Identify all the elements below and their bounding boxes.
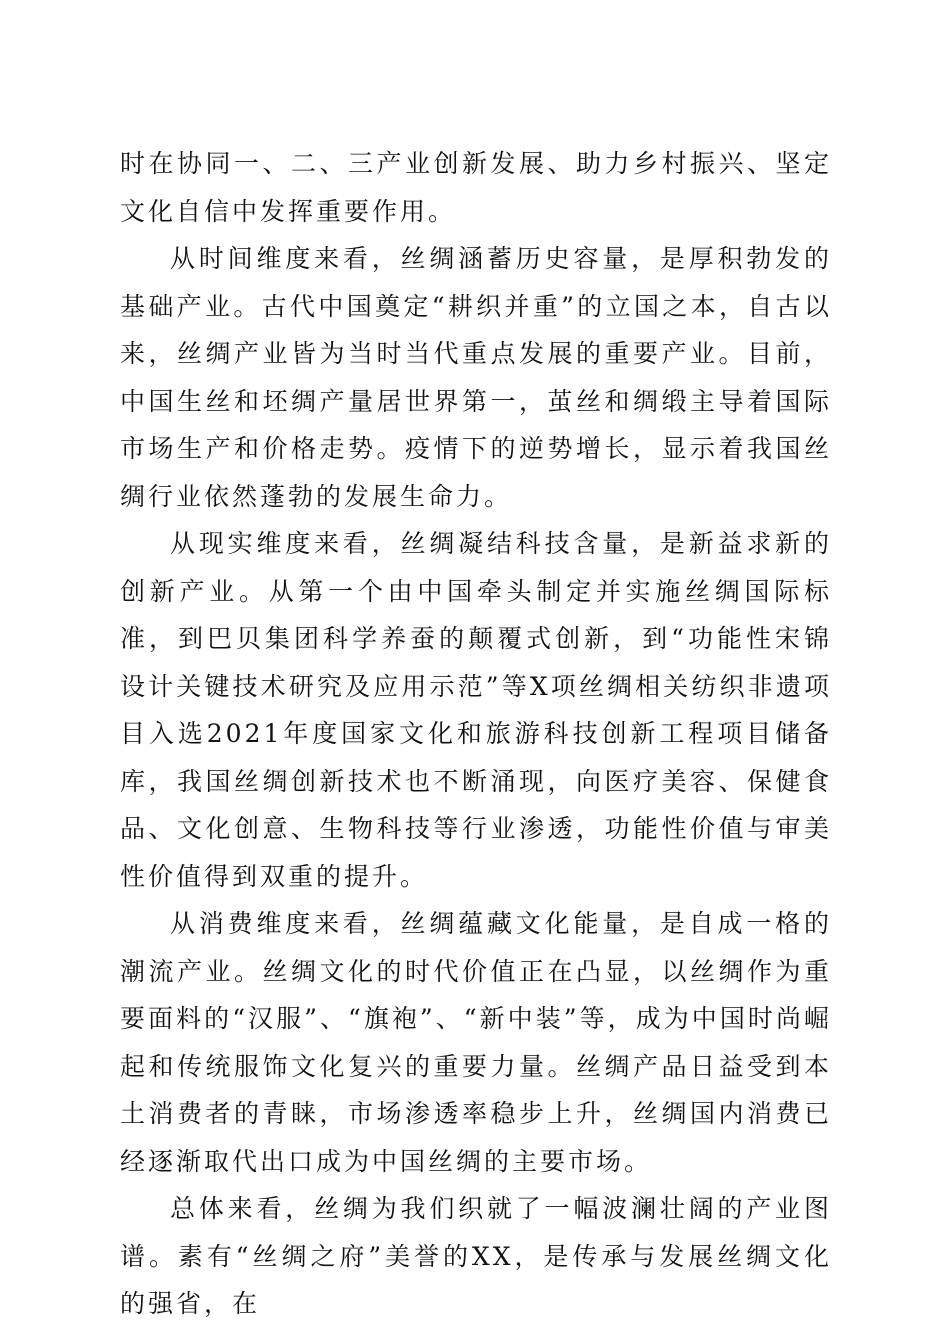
paragraph-3: 从现实维度来看，丝绸凝结科技含量，是新益求新的创新产业。从第一个由中国牵头制定并实施丝绸国际标准，到巴贝集团科学养蚕的颠覆式创新，到“功能性宋锦设计关键技术研究及应用示范”等X项丝绸相关纺织非遗项目入选2021年度国家文化和旅游科技创新工程项目储备库，我国丝绸创新技术也不断涌现，向医疗美容、保健食品、文化创意、生物科技等行业渗透，功能性价值与审美性价值得到双重的提升。	[120, 529, 833, 891]
paragraph-2: 从时间维度来看，丝绸涵蓄历史容量，是厚积勃发的基础产业。古代中国奠定“耕织并重”的立国之本，自古以来，丝绸产业皆为当时当代重点发展的重要产业。目前，中国生丝和坯绸产量居世界第一，茧丝和绸缎主导着国际市场生产和价格走势。疫情下的逆势增长，显示着我国丝绸行业依然蓬勃的发展生命力。	[120, 244, 832, 511]
paragraph-1: 时在协同一、二、三产业创新发展、助力乡村振兴、坚定文化自信中发挥重要作用。	[120, 149, 832, 226]
body-text	[120, 140, 832, 1328]
paragraph-5: 总体来看，丝绸为我们织就了一幅波澜壮阔的产业图谱。素有“丝绸之府”美誉的XX，是传承与发展丝绸文化的强省，在	[120, 1194, 832, 1318]
paragraph-4: 从消费维度来看，丝绸蕴藏文化能量，是自成一格的潮流产业。丝绸文化的时代价值正在凸显，以丝绸作为重要面料的“汉服”、“旗袍”、“新中装”等，成为中国时尚崛起和传统服饰文化复兴的重要力量。丝绸产品日益受到本土消费者的青睐，市场渗透率稳步上升，丝绸国内消费已经逐渐取代出口成为中国丝绸的主要市场。	[120, 909, 832, 1176]
